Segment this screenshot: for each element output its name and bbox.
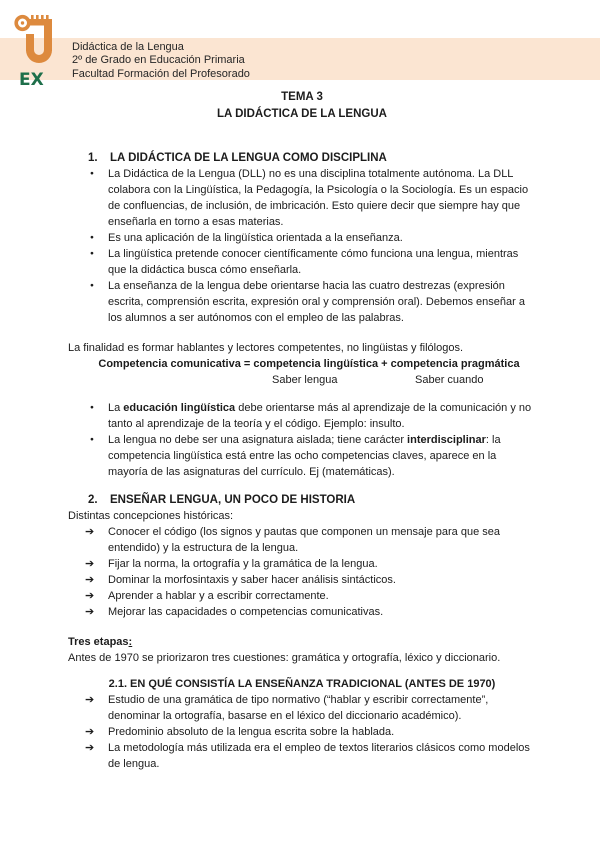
bullet-text: La educación lingüística debe orientarse más al aprendizaje de la comunicación y no tanto al aprendizaje de la teoría y el código. Ejemplo: insulto. [108, 402, 532, 430]
section1-bullet-list [68, 166, 536, 326]
arrow-text: Conocer el código (los signos y pautas que componen un mensaje para que sea entendido) y la estructura de la lengua. [108, 526, 500, 554]
uex-logo-letters: EX [19, 70, 44, 88]
arrow-item [68, 724, 536, 740]
bullet-item [68, 246, 536, 278]
bullet-icon: ● [90, 436, 94, 443]
title-subject: LA DIDÁCTICA DE LA LENGUA [217, 108, 387, 120]
bullet-item [68, 166, 536, 230]
bullet-icon: ● [90, 282, 94, 289]
bullet-item [68, 230, 536, 246]
bullet-item [68, 432, 536, 480]
arrow-bullet-icon: ➔ [85, 606, 95, 618]
tres-etapas-text: Antes de 1970 se priorizaron tres cuestiones: gramática y ortografía, léxico y diccionario. [68, 652, 501, 664]
arrow-bullet-icon: ➔ [85, 742, 95, 754]
bullet-text: La lingüística pretende conocer científicamente cómo funciona una lengua, mientras que la didáctica busca cómo enseñarla. [108, 248, 519, 276]
arrow-item [68, 692, 536, 724]
sublabel-saber-cuando: Saber cuando [415, 374, 484, 386]
arrow-item [68, 588, 536, 604]
arrow-text: Estudio de una gramática de tipo normativo (“hablar y escribir correctamente”, denominar la ortografía, basarse en el léxico del diccionario académico). [108, 694, 489, 722]
tres-etapas-label: Tres etapas: [68, 636, 133, 648]
bullet-icon: ● [90, 170, 94, 177]
bullet-item [68, 278, 536, 326]
section2-number: 2. [88, 494, 98, 506]
arrow-bullet-icon: ➔ [85, 726, 95, 738]
title-tema: TEMA 3 [281, 91, 323, 103]
header-faculty: Facultad Formación del Profesorado [72, 67, 250, 80]
section1-title: LA DIDÁCTICA DE LA LENGUA COMO DISCIPLINA [110, 152, 387, 164]
bullet-text: Es una aplicación de la lingüística orientada a la enseñanza. [108, 232, 403, 244]
arrow-bullet-icon: ➔ [85, 574, 95, 586]
arrow-item [68, 524, 536, 556]
arrow-text: Mejorar las capacidades o competencias comunicativas. [108, 606, 384, 618]
arrow-item [68, 604, 536, 620]
arrow-text: Fijar la norma, la ortografía y la gramática de la lengua. [108, 558, 378, 570]
bullet-text: La lengua no debe ser una asignatura aislada; tiene carácter interdisciplinar: la competencia lingüística está entre las ocho competencias claves, aparece en la mayoría de las asignaturas del currículo. Ej (matemáticas). [108, 434, 501, 478]
arrow-item [68, 572, 536, 588]
arrow-bullet-icon: ➔ [85, 694, 95, 706]
arrow-bullet-icon: ➔ [85, 558, 95, 570]
bullet-text: La Didáctica de la Lengua (DLL) no es una disciplina totalmente autónoma. La DLL colabora con la Lingüística, la Pedagogía, la Psicología o la Sociología. Es un espacio de confluencias, de inclusión, de imbricación. Esto quiere decir que siempre hay que enseñarla en torno a esas materias. [108, 168, 529, 228]
header-degree: 2º de Grado en Educación Primaria [72, 54, 245, 67]
section2-title: ENSEÑAR LENGUA, UN POCO DE HISTORIA [110, 494, 356, 506]
section2-heading [68, 492, 536, 508]
bullet-icon: ● [90, 234, 94, 241]
finalidad-paragraph: La finalidad es formar hablantes y lectores competentes, no lingüistas y filólogos. [68, 342, 463, 354]
section21-heading: 2.1. EN QUÉ CONSISTÍA LA ENSEÑANZA TRADICIONAL (ANTES DE 1970) [108, 678, 496, 690]
section2-intro: Distintas concepciones históricas: [68, 510, 234, 522]
formula-sublabels [68, 372, 536, 388]
document-body [0, 80, 600, 772]
arrow-text: Aprender a hablar y a escribir correctamente. [108, 590, 329, 602]
section1-heading [68, 150, 536, 166]
uex-logo [13, 12, 63, 88]
bullet-icon: ● [90, 404, 94, 411]
section1-number: 1. [88, 152, 98, 164]
bullet-text: La enseñanza de la lengua debe orientarse hacia las cuatro destrezas (expresión escrita, comprensión escrita, expresión oral y comprensión oral). Debemos enseñar a los alumnos a ser autónomos con el empleo de las palabras. [108, 280, 525, 324]
arrow-bullet-icon: ➔ [85, 526, 95, 538]
header-course-title: Didáctica de la Lengua [72, 41, 184, 53]
section21-arrow-list [68, 692, 536, 772]
arrow-item [68, 556, 536, 572]
uex-column-icon [13, 12, 63, 88]
interlude-bullet-list [68, 400, 536, 480]
header-course-info [72, 41, 250, 81]
bullet-item [68, 400, 536, 432]
arrow-item [68, 740, 536, 772]
section2-arrow-list [68, 524, 536, 620]
arrow-bullet-icon: ➔ [85, 590, 95, 602]
bullet-icon: ● [90, 250, 94, 257]
document-title [68, 89, 536, 123]
competencia-formula: Competencia comunicativa = competencia lingüística + competencia pragmática [98, 358, 520, 370]
arrow-text: Predominio absoluto de la lengua escrita sobre la hablada. [108, 726, 395, 738]
arrow-text: La metodología más utilizada era el empleo de textos literarios clásicos como modelos de lengua. [108, 742, 530, 770]
sublabel-saber-lengua: Saber lengua [272, 374, 338, 386]
arrow-text: Dominar la morfosintaxis y saber hacer análisis sintácticos. [108, 574, 396, 586]
